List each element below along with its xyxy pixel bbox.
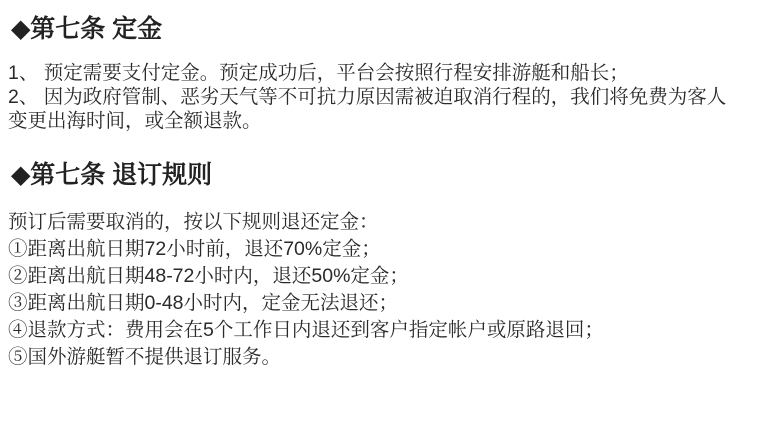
cancellation-rule-5: ⑤国外游艇暂不提供退订服务。 bbox=[8, 346, 282, 368]
deposit-terms-list bbox=[8, 61, 766, 133]
section-heading-deposit-label: 第七条 定金 bbox=[30, 15, 163, 43]
diamond-bullet-icon: ◆ bbox=[11, 15, 30, 43]
diamond-bullet-icon: ◆ bbox=[11, 161, 30, 189]
cancellation-rule-3: ③距离出航日期0-48小时内，定金无法退还； bbox=[8, 292, 399, 314]
cancellation-rule-1: ①距离出航日期72小时前，退还70%定金； bbox=[8, 238, 381, 260]
cancellation-rule-4: ④退款方式：费用会在5个工作日内退还到客户指定帐户或原路退回； bbox=[8, 319, 604, 341]
section-heading-cancellation-label: 第七条 退订规则 bbox=[30, 161, 213, 189]
cancellation-rules-intro: 预订后需要取消的，按以下规则退还定金： bbox=[8, 211, 379, 233]
section-heading-cancellation bbox=[11, 159, 766, 191]
deposit-term-line-1: 1、 预定需要支付定金。预定成功后，平台会按照行程安排游艇和船长； bbox=[8, 62, 629, 84]
cancellation-rule-2: ②距离出航日期48-72小时内，退还50%定金； bbox=[8, 265, 409, 287]
deposit-term-line-2: 2、 因为政府管制、恶劣天气等不可抗力原因需被迫取消行程的，我们将免费为客人 bbox=[8, 86, 727, 108]
section-heading-deposit bbox=[11, 13, 766, 45]
cancellation-rules-list bbox=[8, 209, 766, 371]
deposit-term-line-2-continued: 变更出海时间，或全额退款。 bbox=[8, 110, 262, 132]
